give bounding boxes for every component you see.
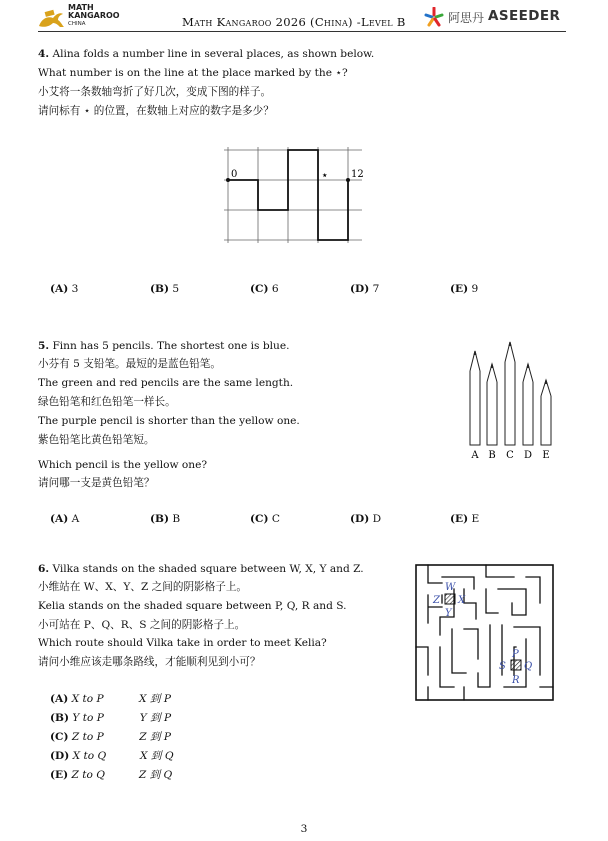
q6-maze-walls <box>416 565 553 700</box>
kangaroo-logo-icon <box>36 6 66 30</box>
q4-grid <box>224 147 362 243</box>
q4-end-dot <box>346 178 350 182</box>
q4-label-end: 12 <box>351 169 364 180</box>
q6-number: 6. <box>38 563 50 575</box>
q5-option-c[interactable]: (C) C <box>250 513 280 525</box>
q6-label-z: Z <box>433 595 440 606</box>
q5-pencil-label-d: D <box>523 450 533 461</box>
q6-option-b[interactable]: (B) Y to P Y 到 P <box>50 712 172 724</box>
q6-line-2-en: Kelia stands on the shaded square between P, Q, R and S. <box>38 600 347 612</box>
logo-aseeder <box>424 6 574 30</box>
partner-name-cn: 阿思丹 <box>448 11 485 25</box>
q5-line-1: 5. Finn has 5 pencils. The shortest one is blue. <box>38 340 290 352</box>
q5-option-d[interactable]: (D) D <box>350 513 382 525</box>
q5-question-cn: 请问哪一支是黄色铅笔？ <box>38 477 155 489</box>
q6-line-1-en: 6. Vilka stands on the shaded square between W, X, Y and Z. <box>38 563 364 575</box>
logo-line2: KANGAROO <box>68 11 120 20</box>
q4-option-b[interactable]: (B) 5 <box>150 283 180 295</box>
q4-label-start: 0 <box>231 169 238 180</box>
q5-pencils-figure <box>462 336 560 464</box>
page-header-title: Math Kangaroo 2026 (China) -Level B <box>182 15 406 29</box>
q6-label-q: Q <box>524 661 533 672</box>
q4-text-en-2: What number is on the line at the place marked by the ⋆? <box>38 67 348 79</box>
q4-folded-number-line-figure <box>220 143 370 248</box>
q6-maze-figure <box>414 563 556 703</box>
q6-vilka-square <box>445 594 455 604</box>
q6-label-w: W <box>445 582 456 593</box>
q5-line-2: 小芬有 5 支铅笔。最短的是蓝色铅笔。 <box>38 358 221 370</box>
q5-pencil-e <box>541 380 551 445</box>
logo-math-kangaroo <box>36 4 126 30</box>
aseeder-star-icon <box>424 7 444 27</box>
q5-pencil-label-c: C <box>506 450 514 461</box>
q6-option-e[interactable]: (E) Z to Q Z 到 Q <box>50 769 173 781</box>
logo-line1: MATH <box>68 3 94 12</box>
q6-label-x: X <box>458 595 466 606</box>
q6-label-s: S <box>499 661 506 672</box>
q6-option-c[interactable]: (C) Z to P Z 到 P <box>50 731 172 743</box>
q4-number: 4. <box>38 48 50 60</box>
q5-pencil-c <box>505 342 515 445</box>
q5-pencil-d <box>523 364 533 445</box>
q4-start-dot <box>226 178 230 182</box>
q4-text-cn-1: 小艾将一条数轴弯折了好几次，变成下图的样子。 <box>38 86 272 98</box>
q6-line-3-cn: 请问小维应该走哪条路线，才能顺利见到小可？ <box>38 656 261 668</box>
q5-option-b[interactable]: (B) B <box>150 513 181 525</box>
q4-star-marker: ⋆ <box>321 168 329 182</box>
q5-number: 5. <box>38 340 50 352</box>
page-number: 3 <box>300 823 308 835</box>
q5-line-5: The purple pencil is shorter than the yellow one. <box>38 415 300 427</box>
q4-text-en-1: Alina folds a number line in several places, as shown below. <box>52 48 375 60</box>
q6-option-d[interactable]: (D) X to Q X 到 Q <box>50 750 174 762</box>
q5-option-a[interactable]: (A) A <box>50 513 80 525</box>
q6-option-a[interactable]: (A) X to P X 到 P <box>50 693 171 705</box>
q4-text-cn-2: 请问标有 ⋆ 的位置，在数轴上对应的数字是多少？ <box>38 105 274 117</box>
q5-question-en: Which pencil is the yellow one? <box>38 459 208 471</box>
header-rule <box>38 31 566 32</box>
q6-label-y: Y <box>445 608 452 619</box>
q6-line-3-en: Which route should Vilka take in order to meet Kelia? <box>38 637 327 649</box>
q5-line-6: 紫色铅笔比黄色铅笔短。 <box>38 434 155 446</box>
q4-option-c[interactable]: (C) 6 <box>250 283 279 295</box>
q4-option-d[interactable]: (D) 7 <box>350 283 380 295</box>
q6-label-p: P <box>512 649 519 660</box>
q5-pencil-b <box>487 364 497 445</box>
partner-name-en: ASEEDER <box>488 8 561 24</box>
q5-pencil-a <box>470 351 480 445</box>
q6-line-2-cn: 小可站在 P、Q、R、S 之间的阴影格子上。 <box>38 619 246 631</box>
q5-line-3: The green and red pencils are the same length. <box>38 377 294 389</box>
q4-option-e[interactable]: (E) 9 <box>450 283 479 295</box>
q5-line-4: 绿色铅笔和红色铅笔一样长。 <box>38 396 176 408</box>
q4-line-en-1 <box>38 48 374 61</box>
q5-pencil-label-b: B <box>488 450 496 461</box>
q6-maze-border <box>416 565 553 700</box>
q5-pencil-label-e: E <box>542 450 550 461</box>
q6-label-r: R <box>512 675 520 686</box>
logo-line3: CHINA <box>68 21 86 27</box>
q6-kelia-square <box>511 660 521 670</box>
q6-line-1-cn: 小维站在 W、X、Y、Z 之间的阴影格子上。 <box>38 581 248 593</box>
q5-option-e[interactable]: (E) E <box>450 513 480 525</box>
q4-option-a[interactable]: (A) 3 <box>50 283 79 295</box>
q5-pencil-label-a: A <box>471 450 479 461</box>
